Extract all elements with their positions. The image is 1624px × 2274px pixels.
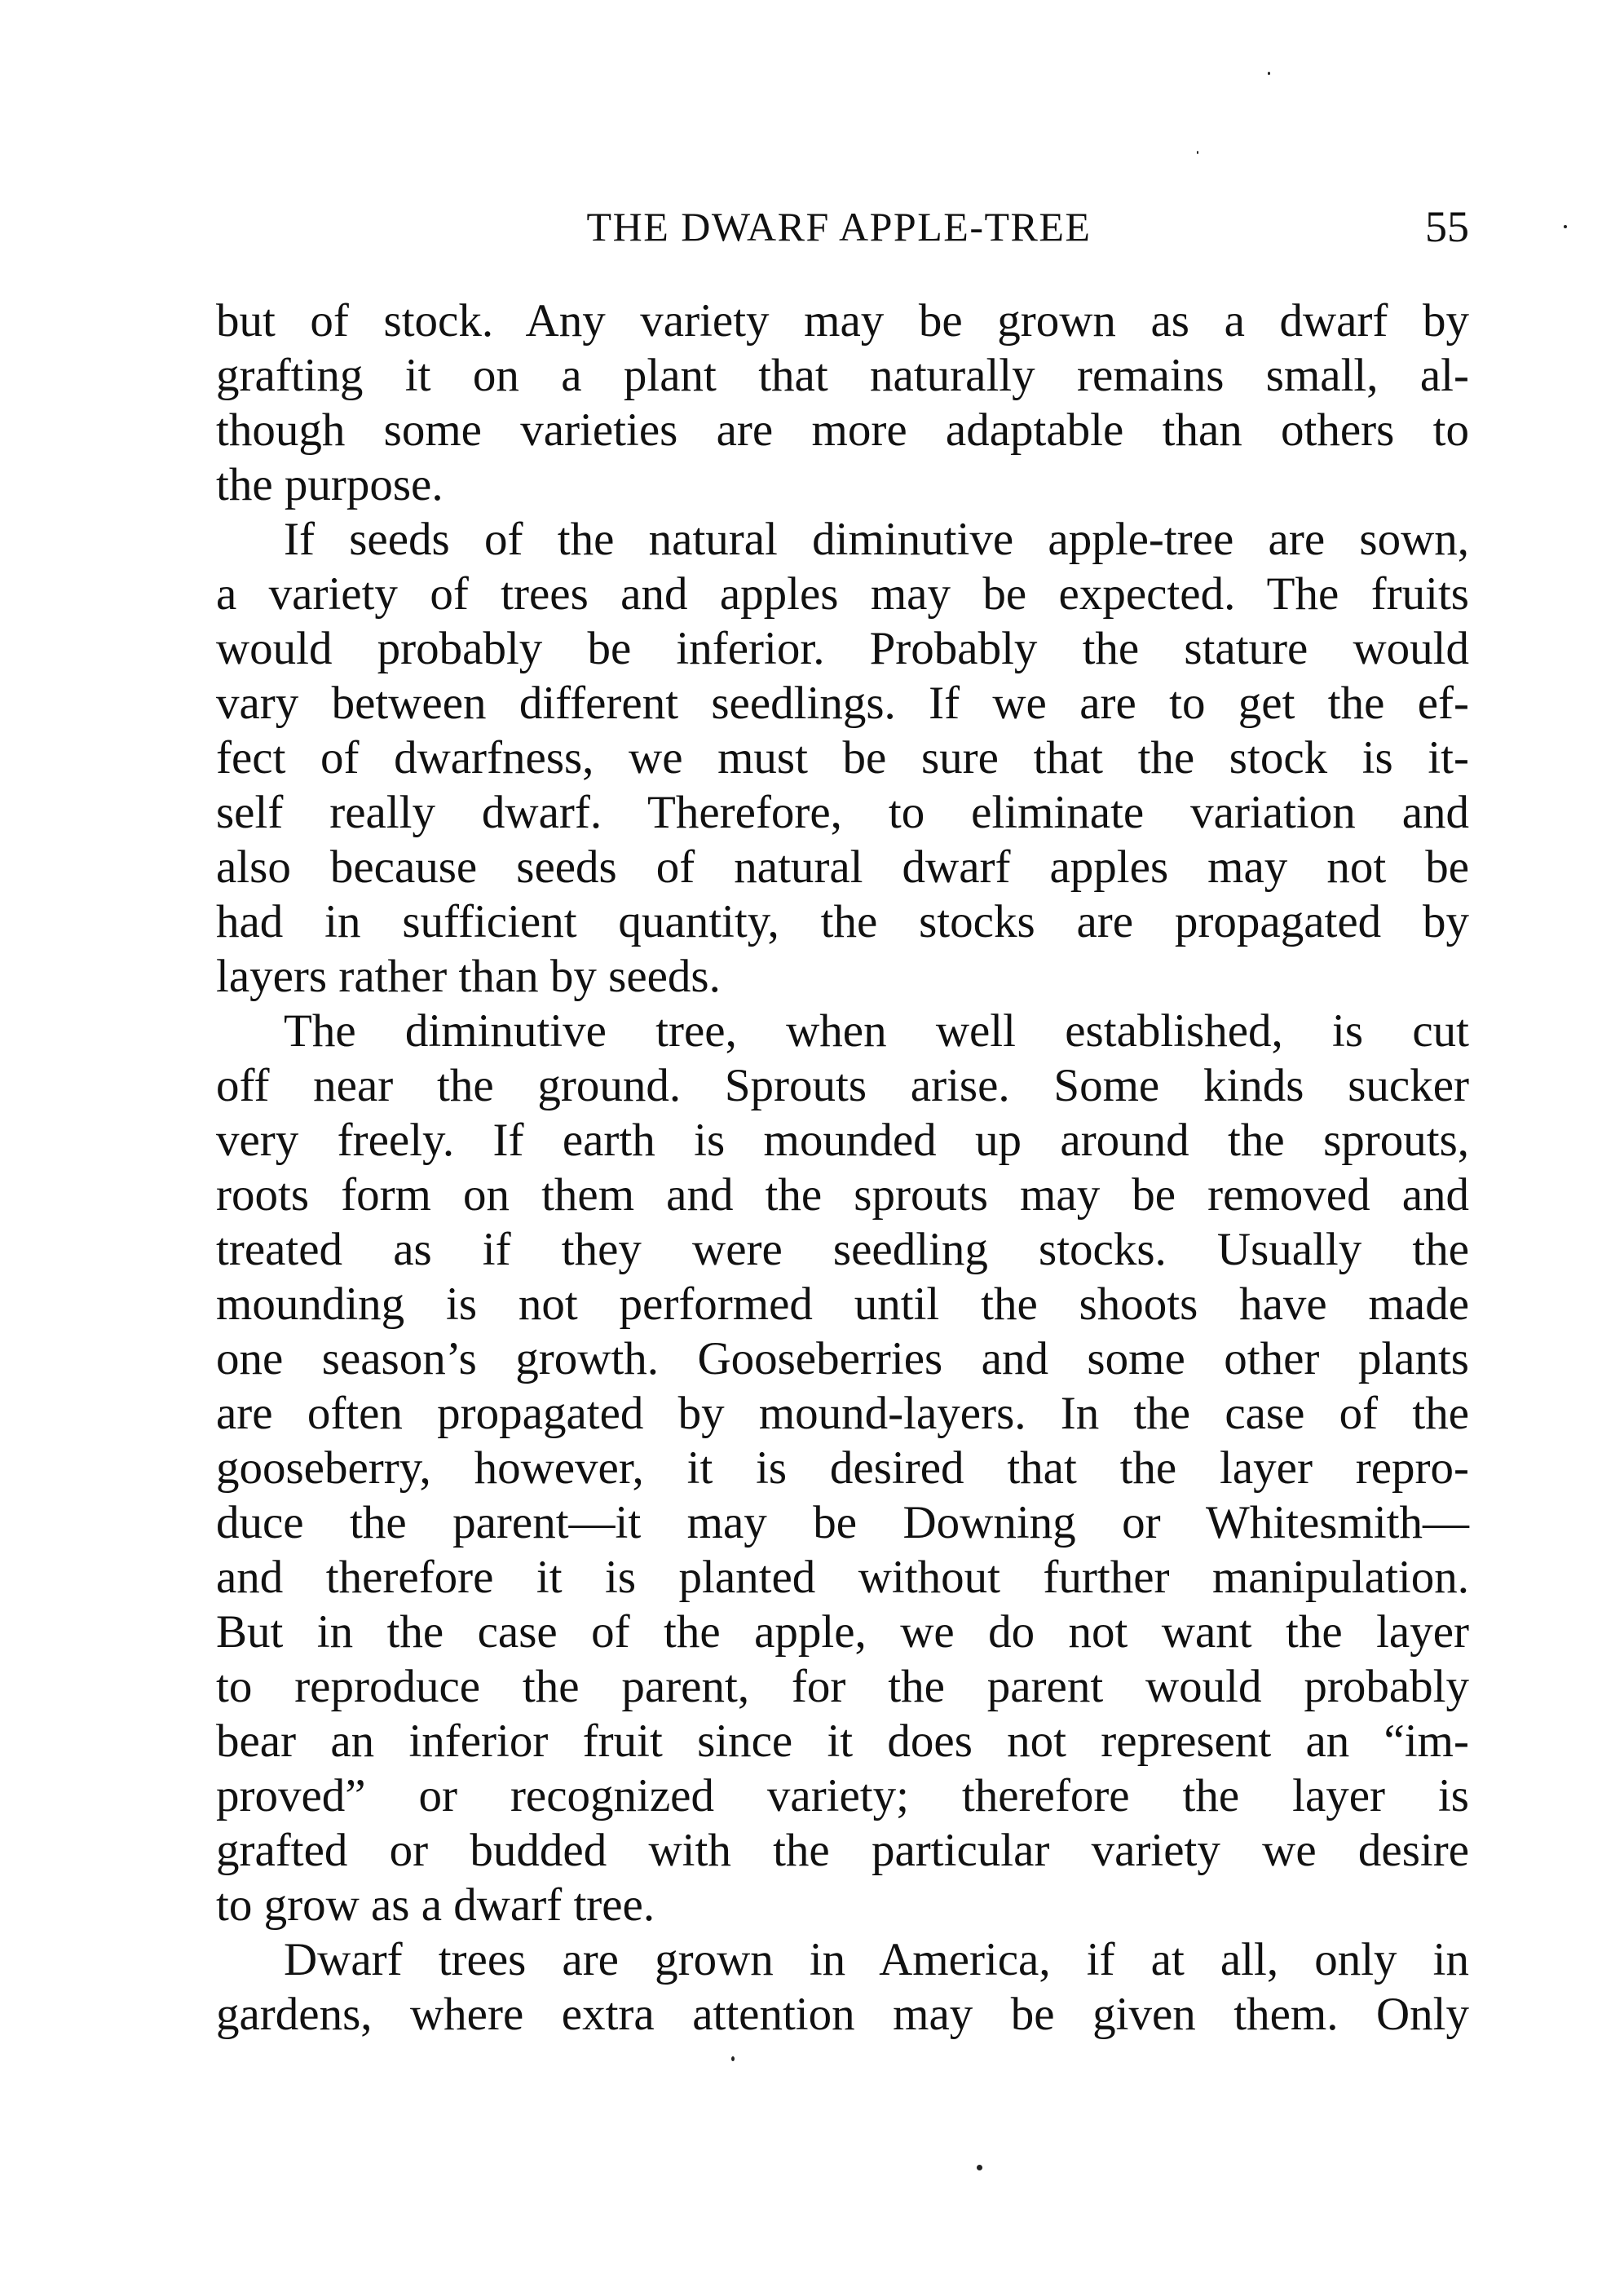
running-title: THE DWARF APPLE-TREE <box>586 204 1092 249</box>
text-line: vary between different seedlings. If we are to get the ef- <box>216 678 1469 729</box>
text-line: The diminutive tree, when well established, is cut <box>284 1005 1469 1057</box>
text-line: bear an inferior fruit since it does not represent an “im- <box>216 1715 1469 1767</box>
text-line: would probably be inferior. Probably the stature would <box>216 623 1469 674</box>
text-line: roots form on them and the sprouts may be removed and <box>216 1169 1469 1221</box>
page-number: 55 <box>1425 202 1469 251</box>
text-line: very freely. If earth is mounded up around the sprouts, <box>216 1115 1469 1166</box>
text-line: the purpose. <box>216 459 444 510</box>
text-line: fect of dwarfness, we must be sure that the stock is it- <box>216 732 1469 784</box>
text-line: also because seeds of natural dwarf apples may not be <box>216 841 1469 893</box>
text-line: mounding is not performed until the shoots have made <box>216 1278 1469 1330</box>
text-line: a variety of trees and apples may be expected. The fruits <box>216 568 1469 620</box>
text-line: gooseberry, however, it is desired that the layer repro- <box>216 1442 1469 1494</box>
running-head <box>216 202 1469 251</box>
scan-speck <box>1268 72 1270 75</box>
text-line: If seeds of the natural diminutive apple-tree are sown, <box>284 514 1469 565</box>
text-line: are often propagated by mound-layers. In the case of the <box>216 1388 1469 1439</box>
scan-speck <box>1197 151 1198 154</box>
text-line: one season’s growth. Gooseberries and some other plants <box>216 1333 1469 1384</box>
text-line: to grow as a dwarf tree. <box>216 1879 655 1931</box>
scan-speck <box>1564 225 1567 228</box>
text-line: self really dwarf. Therefore, to eliminate variation and <box>216 787 1469 838</box>
text-line: off near the ground. Sprouts arise. Some kinds sucker <box>216 1060 1469 1111</box>
text-line: duce the parent—it may be Downing or Whitesmith— <box>216 1497 1469 1548</box>
text-line: gardens, where extra attention may be given them. Only <box>216 1989 1469 2040</box>
body-text <box>216 294 1469 2042</box>
text-line: though some varieties are more adaptable than others to <box>216 404 1469 456</box>
scan-speck <box>977 2165 982 2170</box>
text-line: grafting it on a plant that naturally remains small, al- <box>216 350 1469 401</box>
text-line: treated as if they were seedling stocks. Usually the <box>216 1224 1469 1275</box>
text-line: but of stock. Any variety may be grown as a dwarf by <box>216 295 1469 347</box>
text-line: and therefore it is planted without further manipulation. <box>216 1552 1469 1603</box>
scan-speck <box>731 2056 735 2061</box>
text-line: proved” or recognized variety; therefore the layer is <box>216 1770 1469 1821</box>
text-line: had in sufficient quantity, the stocks are propagated by <box>216 896 1469 947</box>
text-line: to reproduce the parent, for the parent would probably <box>216 1661 1469 1712</box>
text-line: But in the case of the apple, we do not want the layer <box>216 1606 1469 1658</box>
text-line: grafted or budded with the particular variety we desire <box>216 1825 1469 1876</box>
text-line: layers rather than by seeds. <box>216 951 721 1002</box>
text-line: Dwarf trees are grown in America, if at all, only in <box>284 1934 1469 1985</box>
